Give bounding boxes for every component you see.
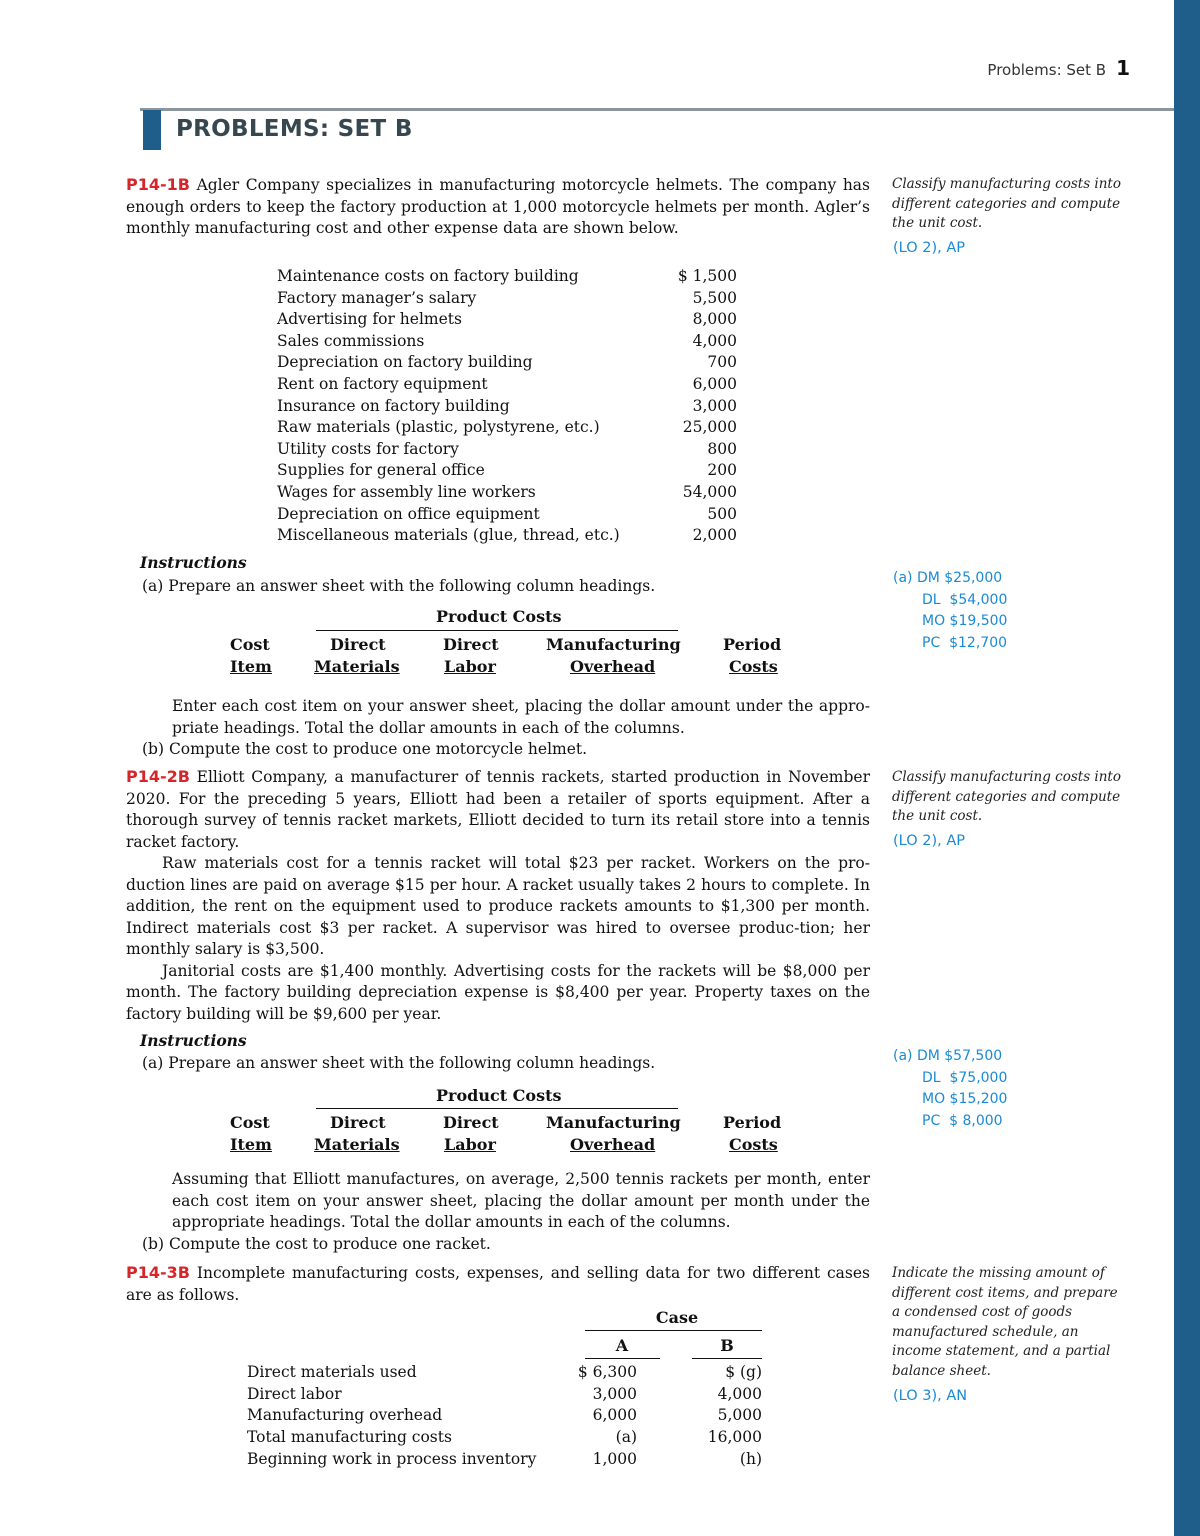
case-col-b: B [720, 1336, 734, 1355]
p2-instr-b: (b) Compute the cost to produce one racket. [142, 1235, 491, 1253]
head-labor: Labor [444, 657, 496, 676]
table-row: Direct materials used $ 6,300 $ (g) [247, 1363, 762, 1381]
p2-instructions-heading: Instructions [140, 1031, 247, 1050]
section-bar [143, 110, 161, 150]
p2-answers [893, 1046, 1007, 1132]
head-costs: Costs [729, 1135, 778, 1154]
answer-line: MO $15,200 [922, 1091, 1008, 1107]
head-item: Item [230, 1135, 272, 1154]
p3-intro-text: Incomplete manufacturing costs, expenses, and selling data for two different cases are as follows. [126, 1264, 870, 1304]
answer-line: DL $75,000 [922, 1069, 1008, 1086]
cost-item: Depreciation on office equipment 500 [277, 504, 737, 523]
answer-line: DL $54,000 [922, 591, 1008, 608]
p2-instr-a: (a) Prepare an answer sheet with the following column headings. [142, 1054, 656, 1072]
p2-para2: Raw materials cost for a tennis racket will total $23 per racket. Workers on the pro-duction lines are paid on average $15 per hour. A racket usually takes 2 hours to complete. In addition, the rent on the equipment used to produce rackets amounts to $1,300 per month. Indirect materials cost $3 per racket. A supervisor was hired to oversee produc-tion; her monthly salary is $3,500. [126, 854, 870, 958]
cost-item: Wages for assembly line workers 54,000 [277, 482, 737, 501]
head-period: Period [723, 1113, 782, 1132]
cost-item: Sales commissions 4,000 [277, 331, 737, 350]
product-costs-title: Product Costs [436, 607, 562, 626]
cost-item: Maintenance costs on factory building $ 1,500 [277, 267, 737, 285]
header-rule [140, 108, 1174, 111]
head-labor: Labor [444, 1135, 496, 1154]
case-title: Case [655, 1308, 699, 1327]
running-title: Problems: Set B [987, 61, 1107, 79]
p1-instructions-heading: Instructions [140, 553, 247, 572]
product-costs-rule [316, 630, 678, 631]
cost-item: Factory manager’s salary 5,500 [277, 288, 737, 307]
p3-id: P14-3B [126, 1263, 190, 1282]
p2-intro-text: Elliott Company, a manufacturer of tennis rackets, started production in November 2020. For the preceding 5 years, Elliott had been a retailer of sports equipment. After a thorough survey of tennis racket markets, Elliott decided to turn its retail store into a tennis racket factory. [126, 768, 870, 851]
head-overhead: Overhead [570, 657, 656, 676]
running-head [940, 56, 1130, 80]
head-materials: Materials [314, 1135, 400, 1154]
cost-item: Supplies for general office 200 [277, 461, 737, 480]
table-row: Total manufacturing costs (a) 16,000 [247, 1428, 762, 1446]
p2-margin-note: Classify manufacturing costs into different categories and compute the unit cost. [892, 769, 1121, 824]
cost-item: Utility costs for factory 800 [277, 439, 737, 458]
page-number: 1 [1116, 56, 1130, 80]
p1-instr-a-cont: Enter each cost item on your answer sheet, placing the dollar amount under the appro-priate headings. Total the dollar amounts in each of the columns. [172, 697, 870, 737]
p1-id: P14-1B [126, 175, 190, 194]
cost-item: Miscellaneous materials (glue, thread, etc.) 2,000 [277, 526, 737, 545]
head-manufacturing: Manufacturing [546, 635, 681, 654]
p1-instr-b: (b) Compute the cost to produce one motorcycle helmet. [142, 740, 588, 758]
cost-item: Depreciation on factory building 700 [277, 353, 737, 372]
table-row: Direct labor 3,000 4,000 [247, 1385, 762, 1403]
page-edge-strip [1174, 0, 1200, 1536]
p1-learning-objective: (LO 2), AP [893, 240, 966, 256]
head-cost: Cost [230, 1113, 270, 1132]
p1-intro [126, 174, 870, 240]
head-costs: Costs [729, 657, 778, 676]
cost-item: Rent on factory equipment 6,000 [277, 374, 737, 393]
cost-item: Insurance on factory building 3,000 [277, 396, 737, 415]
p1-margin-note: Classify manufacturing costs into different categories and compute the unit cost. [892, 176, 1121, 231]
p3-intro [126, 1262, 870, 1306]
p2-para3: Janitorial costs are $1,400 monthly. Advertising costs for the rackets will be $8,000 per month. The factory building depreciation expense is $8,400 per year. Property taxes on the factory building will be $9,600 per year. [126, 961, 870, 1023]
product-costs-rule [316, 1108, 678, 1109]
answer-line: (a) DM $25,000 [893, 570, 1003, 586]
p2-body [126, 766, 870, 1025]
answer-line: PC $12,700 [922, 634, 1008, 651]
head-materials: Materials [314, 657, 400, 676]
table-row: Beginning work in process inventory 1,000 (h) [247, 1450, 762, 1468]
p1-answers [893, 568, 1007, 654]
answer-line: PC $ 8,000 [922, 1112, 1003, 1129]
p2-id: P14-2B [126, 767, 190, 786]
head-period: Period [723, 635, 782, 654]
head-manufacturing: Manufacturing [546, 1113, 681, 1132]
section-title: PROBLEMS: SET B [176, 116, 413, 142]
p1-intro-text: Agler Company specializes in manufacturing motorcycle helmets. The company has enough orders to keep the factory production at 1,000 motorcycle helmets per month. Agler’s monthly manufacturing cost and other expense data are shown below. [126, 176, 870, 237]
table-row: Manufacturing overhead 6,000 5,000 [247, 1406, 762, 1424]
head-direct: Direct [330, 1113, 386, 1132]
head-direct-labor: Direct [443, 635, 499, 654]
cost-item: Advertising for helmets 8,000 [277, 310, 737, 329]
case-rule [585, 1330, 762, 1331]
head-overhead: Overhead [570, 1135, 656, 1154]
head-direct-labor: Direct [443, 1113, 499, 1132]
p1-cost-list [277, 266, 737, 547]
p2-instr-a-cont: Assuming that Elliott manufactures, on average, 2,500 tennis rackets per month, enter each cost item on your answer sheet, placing the dollar amount per month under the appropriate headings. Total the dollar amounts in each of the columns. [172, 1170, 870, 1231]
head-cost: Cost [230, 635, 270, 654]
p1-instr-a: (a) Prepare an answer sheet with the following column headings. [142, 577, 656, 595]
case-col-a: A [615, 1336, 629, 1355]
cost-item: Raw materials (plastic, polystyrene, etc.) 25,000 [277, 418, 737, 437]
head-direct: Direct [330, 635, 386, 654]
p2-learning-objective: (LO 2), AP [893, 833, 966, 849]
col-a-rule [585, 1358, 660, 1359]
answer-line: (a) DM $57,500 [893, 1048, 1003, 1064]
p3-learning-objective: (LO 3), AN [893, 1388, 968, 1404]
answer-line: MO $19,500 [922, 613, 1008, 629]
head-item: Item [230, 657, 272, 676]
p3-margin-note: Indicate the missing amount of different cost items, and prepare a condensed cost of goods manufactured schedule, an income statement, and a partial balance sheet. [892, 1265, 1118, 1379]
col-b-rule [692, 1358, 762, 1359]
product-costs-title: Product Costs [436, 1086, 562, 1105]
